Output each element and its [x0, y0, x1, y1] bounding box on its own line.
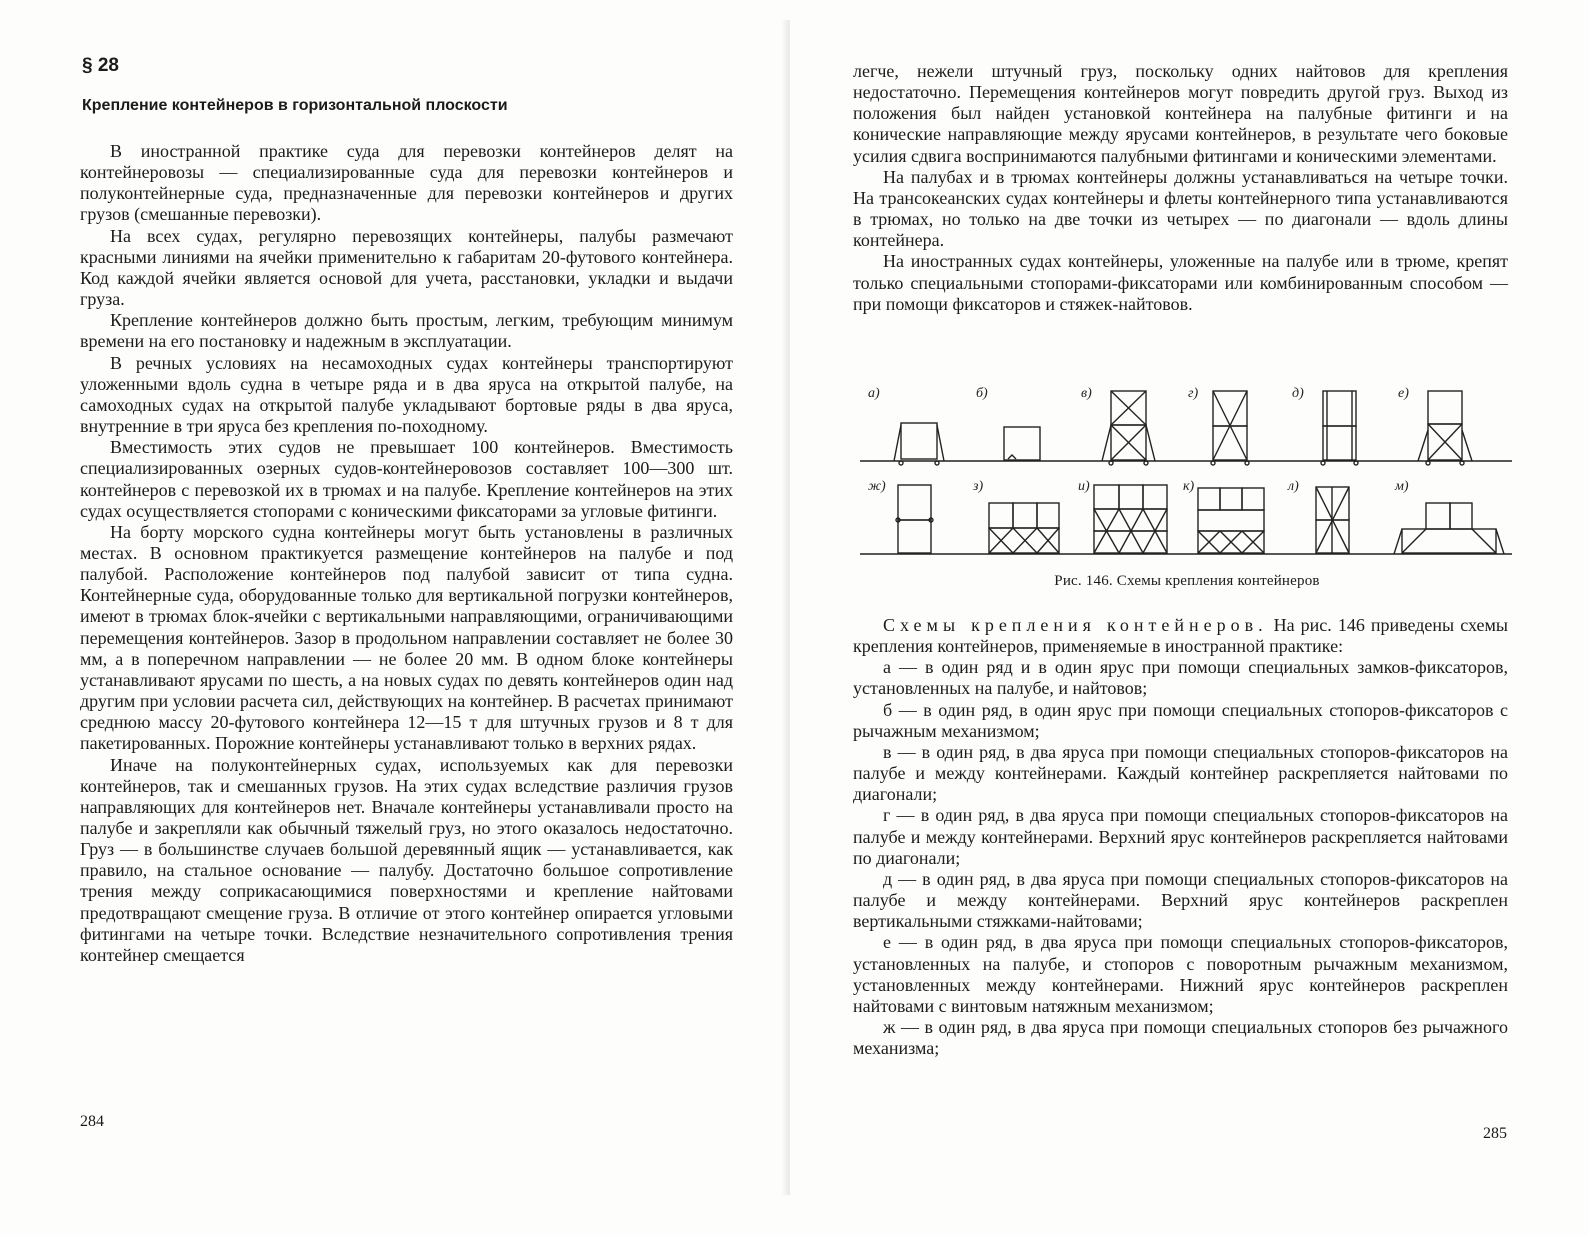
list-item: а — в один ряд и в один ярус при помощи специальных замков-фиксаторов, установленных на палубе, и найтовов; — [853, 657, 1508, 699]
scheme-e — [1418, 391, 1472, 465]
scheme-v — [1102, 391, 1155, 465]
scheme-k — [1198, 488, 1264, 553]
section-number: § 28 — [82, 55, 119, 76]
scheme-m — [1394, 503, 1504, 554]
container-lashing-diagram — [858, 375, 1514, 573]
scheme-a — [894, 423, 944, 465]
list-item: ж — в один ряд, в два яруса при помощи специальных стопоров без рычажного механизма; — [853, 1016, 1508, 1059]
figure-caption: Рис. 146. Схемы крепления контейнеров — [1054, 573, 1320, 589]
scheme-d — [1321, 391, 1358, 465]
scheme-z — [989, 503, 1059, 553]
scheme-l — [1316, 487, 1349, 553]
figure-label: е) — [1398, 386, 1409, 401]
paragraph: Вместимость этих судов не превышает 100 контейнеров. Вместимость специализированных озерных судов-контейнеровозов составляет 100—300 шт. контейнеров с перевозкой их в трюмах и на палубе. Крепление контейнеров на этих судах осуществляется стопорами с коническими фиксаторами за угловые фитинги. — [80, 437, 733, 521]
page-number-right: 285 — [1483, 1125, 1507, 1142]
page-number-left: 284 — [80, 1113, 104, 1130]
paragraph: На иностранных судах контейнеры, уложенные на палубе или в трюме, крепят только специальными стопорами-фиксаторами или комбинированным способом — при помощи фиксаторов и стяжек-найтовов. — [853, 251, 1508, 314]
figure-label: б) — [976, 386, 988, 401]
list-item: г — в один ряд, в два яруса при помощи специальных стопоров-фиксаторов на палубе и между контейнерами. Верхний ярус контейнеров раскрепляется найтовами по диагонали; — [853, 805, 1508, 868]
right-body-text-bottom — [853, 615, 1508, 1059]
left-page — [0, 0, 790, 1235]
list-item: е — в один ряд, в два яруса при помощи специальных стопоров-фиксаторов, установленных на палубе, и стопоров с поворотным рычажным механизмом, установленных между контейнерами. Нижний ярус контейнеров раскреплен найтовами с винтовым натяжным механизмом; — [853, 932, 1508, 1016]
section-title: Крепление контейнеров в горизонтальной плоскости — [82, 97, 508, 114]
figure-label: г) — [1188, 386, 1199, 401]
paragraph: В иностранной практике суда для перевозки контейнеров делят на контейнеровозы — специализированные суда для перевозки контейнеров и полуконтейнерные суда, предназначенные для перевозки контейнеров и других грузов (смешанные перевозки). — [80, 141, 733, 225]
list-item: д — в один ряд, в два яруса при помощи специальных стопоров-фиксаторов на палубе и между контейнерами. Верхний ярус контейнеров раскреплен вертикальными стяжками-найтовами; — [853, 868, 1508, 932]
figure-label: к) — [1183, 479, 1195, 494]
figure-label: м) — [1395, 479, 1409, 494]
lead-spaced-text: Схемы крепления контейнеров. — [883, 615, 1268, 635]
paragraph: Крепление контейнеров должно быть простым, легким, требующим минимум времени на его постановку и надежным в эксплуатации. — [80, 310, 733, 352]
lead-rest-text: На рис. 146 приведены схемы крепления контейнеров, применяемые в иностранной практике: — [853, 615, 1508, 657]
paragraph: На всех судах, регулярно перевозящих контейнеры, палубы размечают красными линиями на ячейки применительно к габаритам 20-футового контейнера. Код каждой ячейки является основой для учета, расстановки, укладки и выдачи груза. — [80, 225, 733, 310]
paragraph: Иначе на полуконтейнерных судах, используемых как для перевозки контейнеров, так и смешанных грузов. На этих судах вследствие различия грузов направляющих для контейнеров нет. Вначале контейнеры устанавливали просто на палубе и закрепляли как обычный тяжелый груз, но этого оказалось недостаточно. Груз — в большинстве случаев большой деревянный ящик — устанавливается, как правило, на стальное основание — палубу. Достаточно большое сопротивление трения между соприкасающимися поверхностями и крепление найтовами предотвращают смещение груза. В отличие от этого контейнер опирается угловыми фитингами на четыре точки. Вследствие незначительного сопротивления трения контейнер смещается — [80, 754, 733, 965]
figure-label: и) — [1078, 479, 1090, 494]
figure-label: з) — [973, 479, 984, 494]
scheme-zh — [896, 485, 933, 553]
list-item: в — в один ряд, в два яруса при помощи специальных стопоров-фиксаторов на палубе и между контейнерами. Каждый контейнер раскрепляется найтовами по диагонали; — [853, 741, 1508, 805]
lead-paragraph — [853, 615, 1508, 657]
figure-label: л) — [1288, 479, 1299, 494]
figure-label: ж) — [868, 479, 886, 494]
figure-label: д) — [1292, 386, 1304, 401]
figure-container-schemes — [858, 375, 1514, 573]
list-item: б — в один ряд, в один ярус при помощи специальных стопоров-фиксаторов с рычажным механизмом; — [853, 699, 1508, 741]
scheme-i — [1094, 485, 1167, 553]
paragraph: В речных условиях на несамоходных судах контейнеры транспортируют уложенными вдоль судна в четыре ряда и в два яруса на открытой палубе, на самоходных судах на открытой палубе укладывают бортовые ряды в два яруса, внутренние в три яруса без крепления по-походному. — [80, 352, 733, 437]
scheme-g — [1211, 391, 1249, 465]
scheme-b — [1004, 427, 1040, 460]
right-body-text-top — [853, 61, 1508, 315]
left-body-text — [80, 141, 733, 966]
paragraph: легче, нежели штучный груз, поскольку одних найтовов для крепления недостаточно. Перемещения контейнеров могут повредить другой груз. Выход из положения был найден установкой контейнера на палубные фитинги и на конические направляющие между ярусами контейнеров, в результате чего боковые усилия сдвига воспринимаются палубными фитингами и коническими элементами. — [853, 61, 1508, 166]
figure-label: в) — [1081, 386, 1092, 401]
paragraph: На палубах и в трюмах контейнеры должны устанавливаться на четыре точки. На трансокеанских судах контейнеры и флеты контейнерного типа устанавливаются в трюмах, но только на две точки из четырех — по диагонали — вдоль длины контейнера. — [853, 166, 1508, 251]
paragraph: На борту морского судна контейнеры могут быть установлены в различных местах. В основном практикуется размещение контейнеров на палубе и под палубой. Расположение контейнеров под палубой зависит от типа судна. Контейнерные суда, оборудованные только для вертикальной погрузки контейнеров, имеют в трюмах блок-ячейки с вертикальными направляющими, ограничивающими перемещения контейнеров. Зазор в продольном направлении составляет не более 30 мм, а в поперечном направлении — не более 20 мм. В одном блоке контейнеры устанавливают ярусами по шесть, а на новых судах по девять контейнеров один над другим при условии расчета сил, действующих на контейнер. В расчетах принимают среднюю массу 20-футового контейнера 12—15 т для штучных грузов и 8 т для пакетированных. Порожние контейнеры устанавливают только в верхних рядах. — [80, 521, 733, 754]
figure-label: а) — [868, 386, 880, 401]
